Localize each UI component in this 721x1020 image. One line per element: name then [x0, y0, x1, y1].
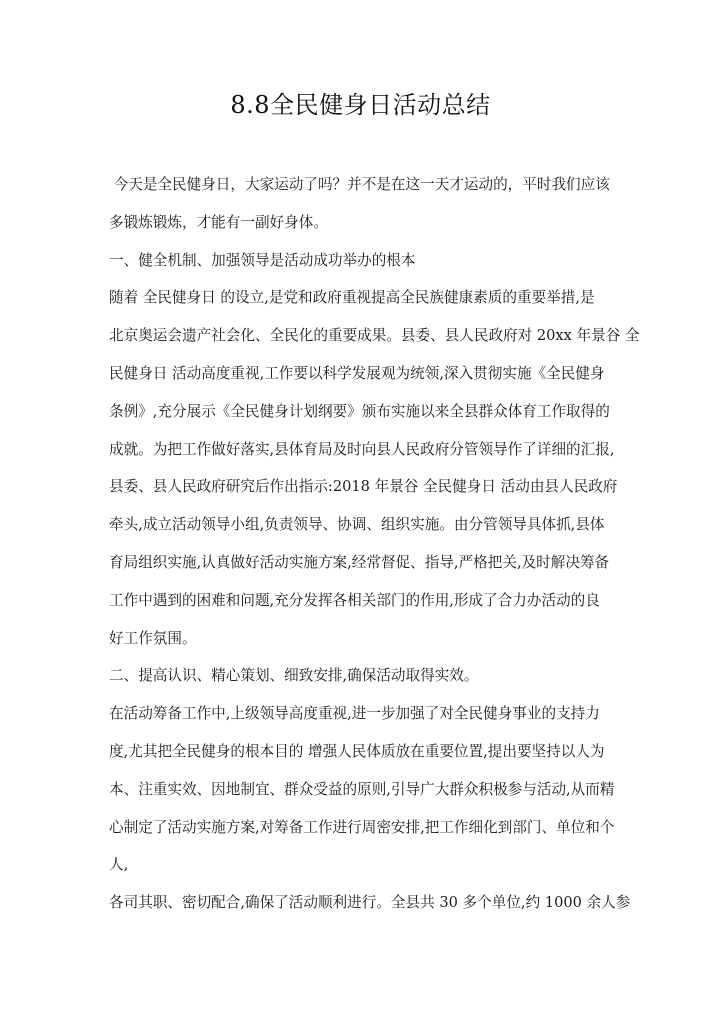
intro-line-1: 今天是全民健身日，大家运动了吗？并不是在这一天才运动的，平时我们应该: [109, 176, 610, 193]
document-body: [109, 170, 640, 926]
paragraph-line: 民健身日 活动高度重视,工作要以科学发展观为统领,深入贯彻实施《全民健身: [109, 364, 605, 382]
paragraph-line: 心制定了活动实施方案,对筹备工作进行周密安排,把工作细化到部门、单位和个: [109, 818, 615, 836]
section-heading-1: 一、健全机制、加强领导是活动成功举办的根本: [109, 251, 416, 269]
paragraph-line: 人,: [109, 856, 129, 874]
paragraph-line: 工作中遇到的困难和问题,充分发挥各相关部门的作用,形成了合力办活动的良: [109, 591, 600, 609]
paragraph-line: 牵头,成立活动领导小组,负责领导、协调、组织实施。由分管领导具体抓,县体: [109, 516, 605, 534]
document-title: 8.8全民健身日活动总结: [230, 91, 491, 119]
paragraph-line: 育局组织实施,认真做好活动实施方案,经常督促、指导,严格把关,及时解决筹备: [109, 553, 610, 571]
paragraph-line: 条例》,充分展示《全民健身计划纲要》颁布实施以来全县群众体育工作取得的: [109, 402, 610, 420]
paragraph-line: 北京奥运会遗产社会化、全民化的重要成果。县委、县人民政府对 20xx 年景谷 全: [109, 327, 640, 345]
paragraph-line: 县委、县人民政府研究后作出指示:2018 年景谷 全民健身日 活动由县人民政府: [109, 478, 618, 496]
section-heading-2: 二、提高认识、精心策划、细致安排,确保活动取得实效。: [109, 667, 479, 685]
paragraph-line: 好工作氛围。: [109, 629, 197, 647]
paragraph-line: 随着 全民健身日 的设立,是党和政府重视提高全民族健康素质的重要举措,是: [109, 289, 595, 307]
paragraph-line: 成就。为把工作做好落实,县体育局及时向县人民政府分管领导作了详细的汇报,: [109, 440, 615, 458]
paragraph-line: 度,尤其把全民健身的根本目的 增强人民体质放在重要位置,提出要坚持以人为: [109, 742, 605, 760]
paragraph-line: 各司其职、密切配合,确保了活动顺利进行。全县共 30 多个单位,约 1000 余人参: [109, 894, 631, 912]
intro-line-2: 多锻炼锻炼，才能有一副好身体。: [109, 213, 328, 231]
paragraph-line: 本、注重实效、因地制宜、群众受益的原则,引导广大群众积极参与活动,从而精: [109, 780, 615, 798]
paragraph-line: 在活动筹备工作中,上级领导高度重视,进一步加强了对全民健身事业的支持力: [109, 705, 600, 723]
